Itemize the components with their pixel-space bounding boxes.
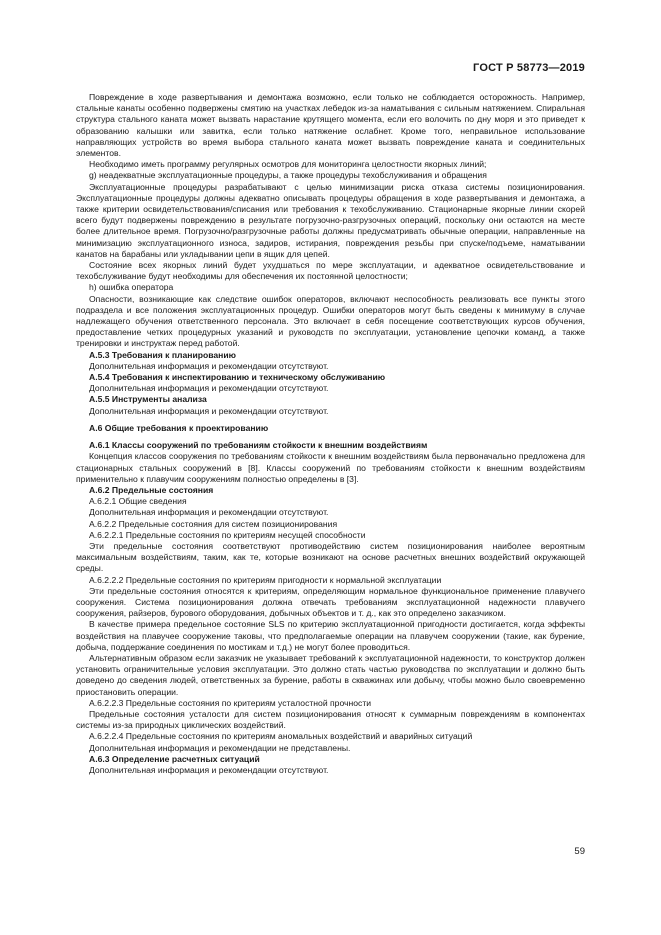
paragraph: А.6.2.2.3 Предельные состояния по критериям усталостной прочности [89,697,372,708]
section-heading: А.5.5 Инструменты анализа [89,394,207,405]
paragraph: Альтернативным образом если заказчик не указывает требований к эксплуатационной надежности, то конструктор должен установить ограничительные условия эксплуатации. Это должно стать частью руководства по эксплуатации и должно быть доведено до сведения людей, ответственных за бурение, работы в скважинах или добычу, чтобы можно было своевременно приостановить операции. [76,652,585,697]
paragraph: А.6.2.1 Общие сведения [89,496,187,507]
paragraph: h) ошибка оператора [89,282,174,293]
paragraph: Эти предельные состояния соответствуют противодействию систем позиционирования наиболее вероятным максимальным воздействиям, таким, как те, которые возникают на основе расчетных внешних воздействий окружающей среды. [76,540,585,574]
section-heading: А.6.3 Определение расчетных ситуаций [89,753,260,764]
section-heading: А.5.4 Требования к инспектированию и техническому обслуживанию [89,372,386,383]
document-body [76,92,585,776]
paragraph: Дополнительная информация и рекомендации не представлены. [89,742,351,753]
section-heading: А.5.3 Требования к планированию [89,349,236,360]
section-heading: А.6.1 Классы сооружений по требованиям стойкости к внешним воздействиям [89,440,428,451]
paragraph: Дополнительная информация и рекомендации отсутствуют. [89,405,329,416]
paragraph: А.6.2.2 Предельные состояния для систем позиционирования [89,518,338,529]
section-heading: А.6.2 Предельные состояния [89,484,214,495]
paragraph: Эксплуатационные процедуры разрабатывают с целью минимизации риска отказа системы позиционирования. Эксплуатационные процедуры должны адекватно описывать процедуры обращения в ходе развертывания и демонтажа, а также критерии освидетельствования/списания или требования к техобслуживанию. Стационарные якорные линии скорей всего будут подвержены повреждению в результате погрузочно-разгрузочных операций, поскольку они остаются на месте более длительное время. Погрузочно/разгрузочные работы должны предусматривать обычные операции, направленные на минимизацию эксплуатационного износа, задиров, истирания, повреждения резьбы при спуске/подъеме, наматывании канатов на барабаны или укладывании цепи в ящик для цепей. [76,181,585,259]
paragraph: Предельные состояния усталости для систем позиционирования относят к суммарным повреждениям в компонентах системы из-за природных циклических воздействий. [76,708,585,731]
paragraph: А.6.2.2.2 Предельные состояния по критериям пригодности к нормальной эксплуатации [89,574,442,585]
document-number: ГОСТ Р 58773—2019 [473,62,585,74]
page-number: 59 [574,846,585,857]
paragraph: Необходимо иметь программу регулярных осмотров для мониторинга целостности якорных линий; [89,159,487,170]
paragraph: А.6.2.2.1 Предельные состояния по критериям несущей способности [89,529,366,540]
paragraph: Опасности, возникающие как следствие ошибок операторов, включают неспособность реализовать все пункты этого подраздела и все положения эксплуатационных процедур. Ошибки операторов могут быть сведены к минимуму в случае надлежащего обучения ответственного персонала. Это включает в себя посещение соответствующих курсов обучения, предоставление четких процедурных указаний и руководств по эксплуатации, установление цепочки команд, а также тренировки и инструктаж перед работой. [76,293,585,349]
paragraph: g) неадекватные эксплуатационные процедуры, а также процедуры техобслуживания и обращения [89,170,487,181]
paragraph: Дополнительная информация и рекомендации отсутствуют. [89,360,329,371]
paragraph: Дополнительная информация и рекомендации отсутствуют. [89,764,329,775]
paragraph: Состояние всех якорных линий будет ухудшаться по мере эксплуатации, и адекватное освидетельствование и техобслуживание будут необходимы для обеспечения их постоянной целостности; [76,260,585,282]
paragraph: Концепция классов сооружения по требованиям стойкости к внешним воздействиям была первоначально предложена для стационарных стальных сооружений в [8]. Классы сооружений по требованиям стойкости к внешним воздействиям применительно к плавучим сооружениям полностью определены в [3]. [76,451,585,484]
paragraph: А.6.2.2.4 Предельные состояния по критериям аномальных воздействий и аварийных ситуаций [89,731,473,742]
paragraph: В качестве примера предельное состояние SLS по критерию эксплуатационной пригодности достигается, когда эффекты воздействия на плавучее сооружение таковы, что предполагаемые операции на плавучем сооружении (такие, как бурение, добыча, поддержание соединения по мостикам и т.д.) не могут более проводиться. [76,619,585,652]
section-heading: А.6 Общие требования к проектированию [89,422,269,433]
paragraph: Дополнительная информация и рекомендации отсутствуют. [89,507,329,518]
paragraph: Повреждение в ходе развертывания и демонтажа возможно, если только не соблюдается осторожность. Например, стальные канаты особенно подвержены смятию на участках лебедок из-за наматывания с сильным натяжением. Спиральная структура стального каната может вызвать нарастание крутящего момента, если его волочить по дну моря и это приведет к образованию калышки или завитка, если только натяжение ослабнет. Кроме того, неправильное использование направляющих устройств во время выбора стального каната может вызвать повреждение каната и соединительных элементов. [76,92,585,159]
paragraph: Эти предельные состояния относятся к критериям, определяющим нормальное функциональное применение плавучего сооружения. Система позиционирования должна отвечать требованиям эксплуатационной надежности плавучего сооружения, райзеров, бурового оборудования, добычных объектов и т. д., как это определено заказчиком. [76,585,585,619]
paragraph: Дополнительная информация и рекомендации отсутствуют. [89,383,329,394]
